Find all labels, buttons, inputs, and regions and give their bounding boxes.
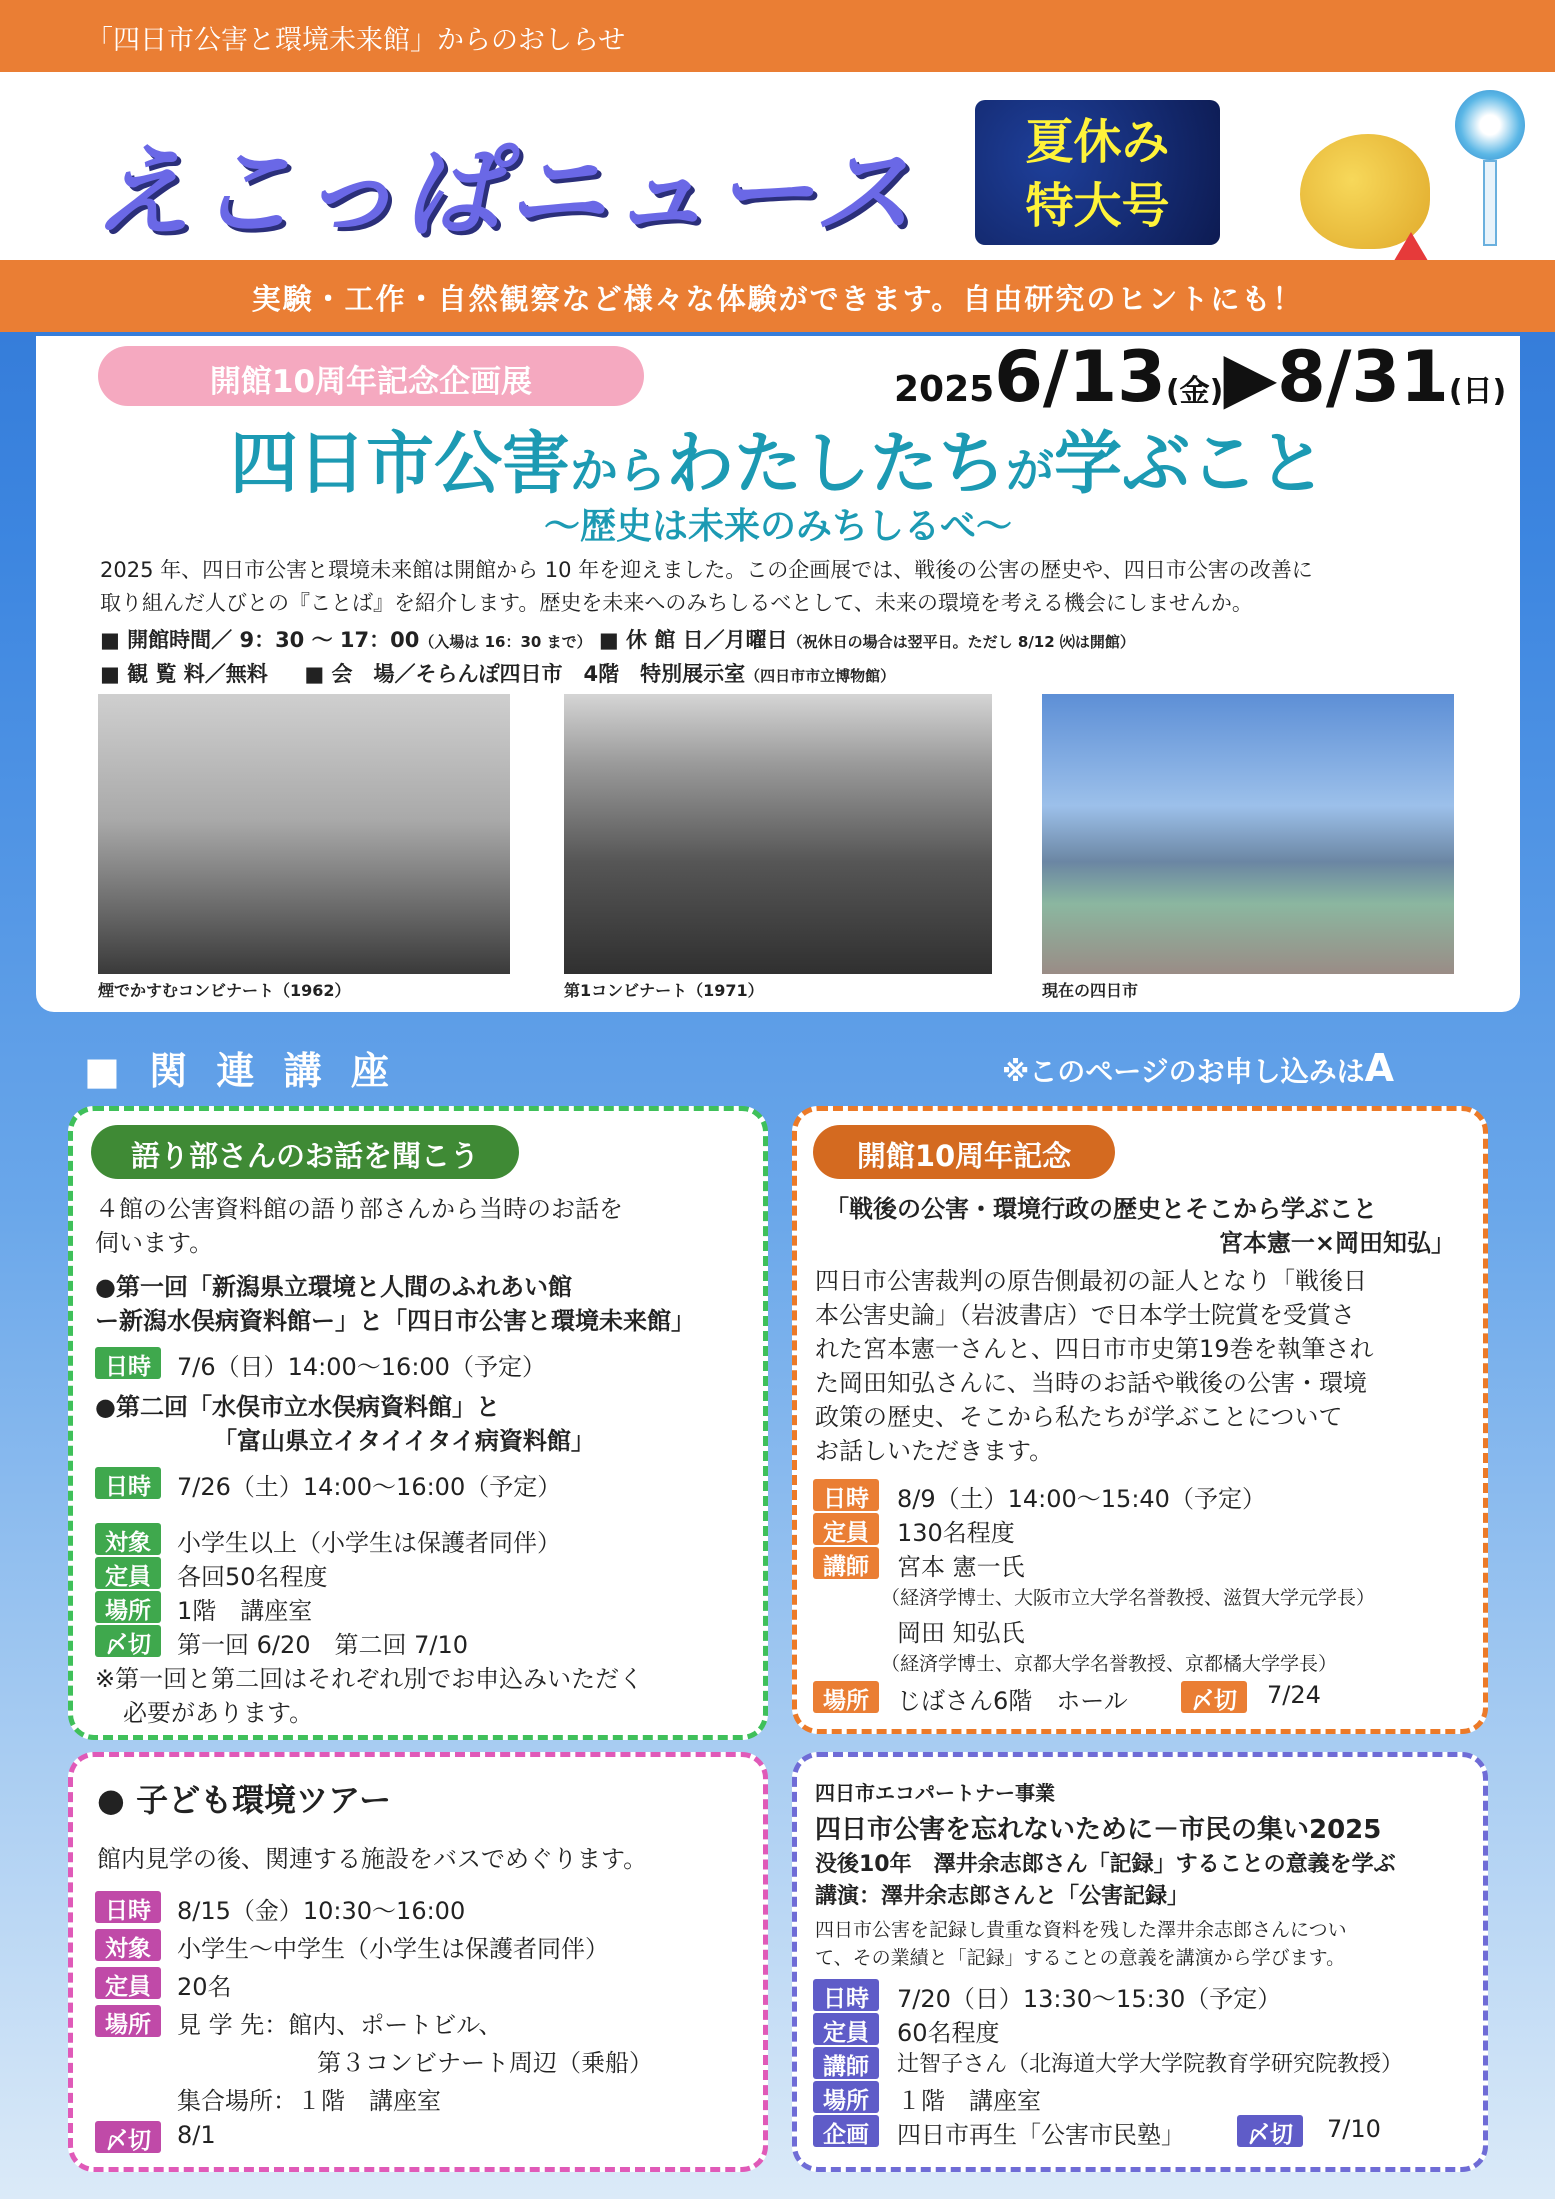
title-part-d: が <box>1006 443 1055 499</box>
anniversary-desc-5: 政策の歴史、そこから私たちが学ぶことについて <box>815 1403 1343 1431</box>
apply-note-text: ※このページのお申し込みは <box>1002 1055 1365 1088</box>
fee: ■ 観 覧 料／無料 <box>100 662 268 686</box>
place: 1階 講座室 <box>177 1597 313 1625</box>
partner-sub-2: 講演：澤井余志郎さんと「公害記録」 <box>815 1884 1190 1909</box>
capacity: 各回50名程度 <box>177 1563 328 1591</box>
period-start: 6/13 <box>994 336 1166 418</box>
wind-chime-icon <box>1455 90 1525 160</box>
top-notice-bar <box>0 0 1555 72</box>
first-date: 7/6（日）14:00～16:00（予定） <box>177 1353 546 1381</box>
first-session-1: ●第一回「新潟県立環境と人間のふれあい館 <box>95 1273 572 1301</box>
target: 小学生以上（小学生は保護者同伴） <box>177 1529 561 1557</box>
partner-sub-1: 没後10年 澤井余志郎さん「記録」することの意義を学ぶ <box>815 1852 1396 1877</box>
anniversary-desc-1: 四日市公害裁判の原告側最初の証人となり「戦後日 <box>815 1267 1367 1295</box>
photo-caption-1: 煙でかすむコンビナート（1962） <box>98 981 351 1000</box>
tour-place-3: 集合場所：１階 講座室 <box>177 2087 441 2115</box>
partner-organizer-label: 企画 <box>813 2115 879 2147</box>
special-edition-line1: 夏休み <box>1025 114 1170 170</box>
anniversary-capacity-label: 定員 <box>813 1513 879 1545</box>
anniversary-date: 8/9（土）14:00～15:40（予定） <box>897 1485 1266 1513</box>
exhibition-title <box>36 410 1520 507</box>
tour-capacity: 20名 <box>177 1973 232 2001</box>
anniversary-desc-4: た岡田知弘さんに、当時のお話や戦後の公害・環境 <box>815 1369 1367 1397</box>
partner-box <box>792 1752 1488 2172</box>
anniversary-lecturer-label: 講師 <box>813 1547 879 1579</box>
first-session-2: ー新潟水俣病資料館ー」と「四日市公害と環境未来館」 <box>95 1307 695 1335</box>
second-date: 7/26（土）14:00～16:00（予定） <box>177 1473 562 1501</box>
lecturer-1-note: （経済学博士、大阪市立大学名誉教授、滋賀大学元学長） <box>881 1587 1376 1609</box>
anniversary-desc-3: れた宮本憲一さんと、四日市市史第19巻を執筆され <box>815 1335 1374 1363</box>
hours: ■ 開館時間／ 9：30 ～ 17：00 <box>100 628 420 652</box>
title-part-a: 四日市公害 <box>229 425 570 504</box>
special-edition-badge <box>975 100 1220 245</box>
anniversary-box <box>792 1106 1488 1734</box>
anniversary-deadline: 7/24 <box>1267 1681 1321 1709</box>
partner-place-label: 場所 <box>813 2081 879 2113</box>
newsletter-logo: えこっぱニュース <box>92 134 917 251</box>
period-end: 8/31 <box>1277 336 1449 418</box>
masthead <box>0 72 1555 260</box>
tour-desc: 館内見学の後、関連する施設をバスでめぐります。 <box>97 1845 648 1873</box>
tour-deadline: 8/1 <box>177 2121 216 2149</box>
second-session-1: ●第二回「水俣市立水俣病資料館」と <box>95 1393 500 1421</box>
tour-place-1: 見 学 先：館内、ポートビル、 <box>177 2011 503 2039</box>
tour-date-label: 日時 <box>95 1891 161 1923</box>
partner-desc-2: て、その業績と「記録」することの意義を講演から学びます。 <box>815 1947 1346 1969</box>
storyteller-desc-2: 伺います。 <box>95 1229 214 1257</box>
second-date-label: 日時 <box>95 1467 161 1499</box>
tour-capacity-label: 定員 <box>95 1967 161 1999</box>
intro-line-2: 取り組んだ人びとの『ことば』を紹介します。歴史を未来へのみちしるべとして、未来の環境を考える機会にしませんか。 <box>100 591 1253 615</box>
title-part-c: わたしたち <box>665 425 1006 504</box>
capacity-label: 定員 <box>95 1557 161 1589</box>
anniversary-title-2: 宮本憲一×岡田知弘」 <box>1218 1229 1455 1257</box>
apply-letter: A <box>1364 1046 1395 1090</box>
exhibition-subtitle: ～歴史は未来のみちしるべ～ <box>543 506 1012 547</box>
special-edition-line2: 特大号 <box>1025 178 1170 234</box>
anniversary-title-1: 「戦後の公害・環境行政の歴史とそこから学ぶこと <box>825 1195 1377 1223</box>
place-label: 場所 <box>95 1591 161 1623</box>
partner-desc-1: 四日市公害を記録し貴重な資料を残した澤井余志郎さんについ <box>815 1919 1347 1941</box>
partner-deadline: 7/10 <box>1327 2115 1381 2143</box>
venue-note: （四日市市立博物館） <box>745 667 896 685</box>
first-date-label: 日時 <box>95 1347 161 1379</box>
lecturer-2-note: （経済学博士、京都大学名誉教授、京都橘大学学長） <box>881 1653 1338 1675</box>
anniversary-capacity: 130名程度 <box>897 1519 1015 1547</box>
partner-deadline-label: 〆切 <box>1237 2115 1303 2147</box>
tour-title: ● 子ども環境ツアー <box>97 1781 392 1819</box>
anniversary-tag: 開館10周年記念 <box>813 1125 1115 1179</box>
note-2: 必要があります。 <box>123 1699 314 1727</box>
note-1: ※第一回と第二回はそれぞれ別でお申込みいただく <box>95 1665 644 1693</box>
closed: ■ 休 館 日／月曜日 <box>598 628 788 652</box>
anniversary-desc-6: お話しいただきます。 <box>815 1437 1054 1465</box>
second-session-2: 「富山県立イタイイタイ病資料館」 <box>213 1427 595 1455</box>
partner-place: １階 講座室 <box>897 2087 1041 2115</box>
anniversary-place: じばさん6階 ホール <box>897 1687 1128 1715</box>
exhibition-badge: 開館10周年記念企画展 <box>98 346 644 406</box>
lecturer-2: 岡田 知弘氏 <box>897 1619 1025 1647</box>
deadline: 第一回 6/20 第二回 7/10 <box>177 1631 469 1659</box>
hours-note: （入場は 16：30 まで） <box>419 633 592 651</box>
photo-present-yokkaichi <box>1042 694 1454 974</box>
tour-date: 8/15（金）10:30～16:00 <box>177 1897 466 1925</box>
apply-note <box>1002 1046 1394 1090</box>
tour-place-2: 第３コンビナート周辺（乗船） <box>317 2049 653 2077</box>
closed-note: （祝休日の場合は翌平日。ただし 8/12 ㈫は開館） <box>787 633 1135 651</box>
tour-target-label: 対象 <box>95 1929 161 1961</box>
period-arrow: ▶ <box>1223 336 1278 418</box>
partner-capacity: 60名程度 <box>897 2019 1000 2047</box>
wind-chime-strip-icon <box>1483 160 1497 246</box>
title-part-b: から <box>569 443 666 499</box>
period-start-dow: (金) <box>1165 374 1224 409</box>
partner-kicker: 四日市エコパートナー事業 <box>815 1781 1055 1805</box>
partner-date: 7/20（日）13:30～15:30（予定） <box>897 1985 1282 2013</box>
photo-1971-kombinat <box>564 694 992 974</box>
partner-capacity-label: 定員 <box>813 2013 879 2045</box>
tour-target: 小学生～中学生（小学生は保護者同伴） <box>177 1935 609 1963</box>
tour-place-label: 場所 <box>95 2005 161 2037</box>
partner-organizer: 四日市再生「公害市民塾」 <box>897 2121 1185 2149</box>
fee-venue-line <box>100 658 895 688</box>
target-label: 対象 <box>95 1523 161 1555</box>
storyteller-box <box>68 1106 768 1740</box>
partner-lecturer-label: 講師 <box>813 2047 879 2079</box>
photo-1962-kombinat <box>98 694 510 974</box>
exhibition-period <box>894 336 1506 418</box>
anniversary-deadline-label: 〆切 <box>1181 1681 1247 1713</box>
tagline: 実験・工作・自然観察など様々な体験ができます。自由研究のヒントにも！ <box>251 282 1304 316</box>
venue: ■ 会 場／そらんぽ四日市 4階 特別展示室 <box>304 662 746 686</box>
hours-line <box>100 624 1135 654</box>
storyteller-desc-1: ４館の公害資料館の語り部さんから当時のお話を <box>95 1195 623 1223</box>
exhibition-panel <box>36 336 1520 1012</box>
anniversary-place-label: 場所 <box>813 1681 879 1713</box>
intro-line-1: 2025 年、四日市公害と環境未来館は開館から 10 年を迎えました。この企画展では、戦後の公害の歴史や、四日市公害の改善に <box>100 558 1313 582</box>
period-end-dow: (日) <box>1448 374 1507 409</box>
lectures-heading: ■ 関 連 講 座 <box>84 1049 397 1093</box>
partner-lecturer: 辻智子さん（北海道大学大学院教育学研究院教授） <box>897 2052 1404 2077</box>
photo-caption-2: 第1コンビナート（1971） <box>564 981 764 1000</box>
anniversary-desc-2: 本公害史論」（岩波書店）で日本学士院賞を受賞さ <box>815 1301 1355 1329</box>
anniversary-date-label: 日時 <box>813 1479 879 1511</box>
lecturer-1: 宮本 憲一氏 <box>897 1553 1025 1581</box>
period-year: 2025 <box>894 369 995 410</box>
tagline-bar <box>0 260 1555 332</box>
storyteller-tag: 語り部さんのお話を聞こう <box>91 1125 519 1179</box>
top-notice: 「四日市公害と環境未来館」からのおしらせ <box>86 25 626 56</box>
partner-title: 四日市公害を忘れないために－市民の集い2025 <box>815 1815 1382 1845</box>
photo-caption-3: 現在の四日市 <box>1042 981 1139 1000</box>
tour-box <box>68 1752 768 2172</box>
tour-deadline-label: 〆切 <box>95 2121 161 2153</box>
deadline-label: 〆切 <box>95 1625 161 1657</box>
partner-date-label: 日時 <box>813 1979 879 2011</box>
mosquito-pig-icon <box>1300 134 1430 249</box>
title-part-e: 学ぶこと <box>1054 425 1327 504</box>
exhibition-intro <box>100 554 1510 620</box>
